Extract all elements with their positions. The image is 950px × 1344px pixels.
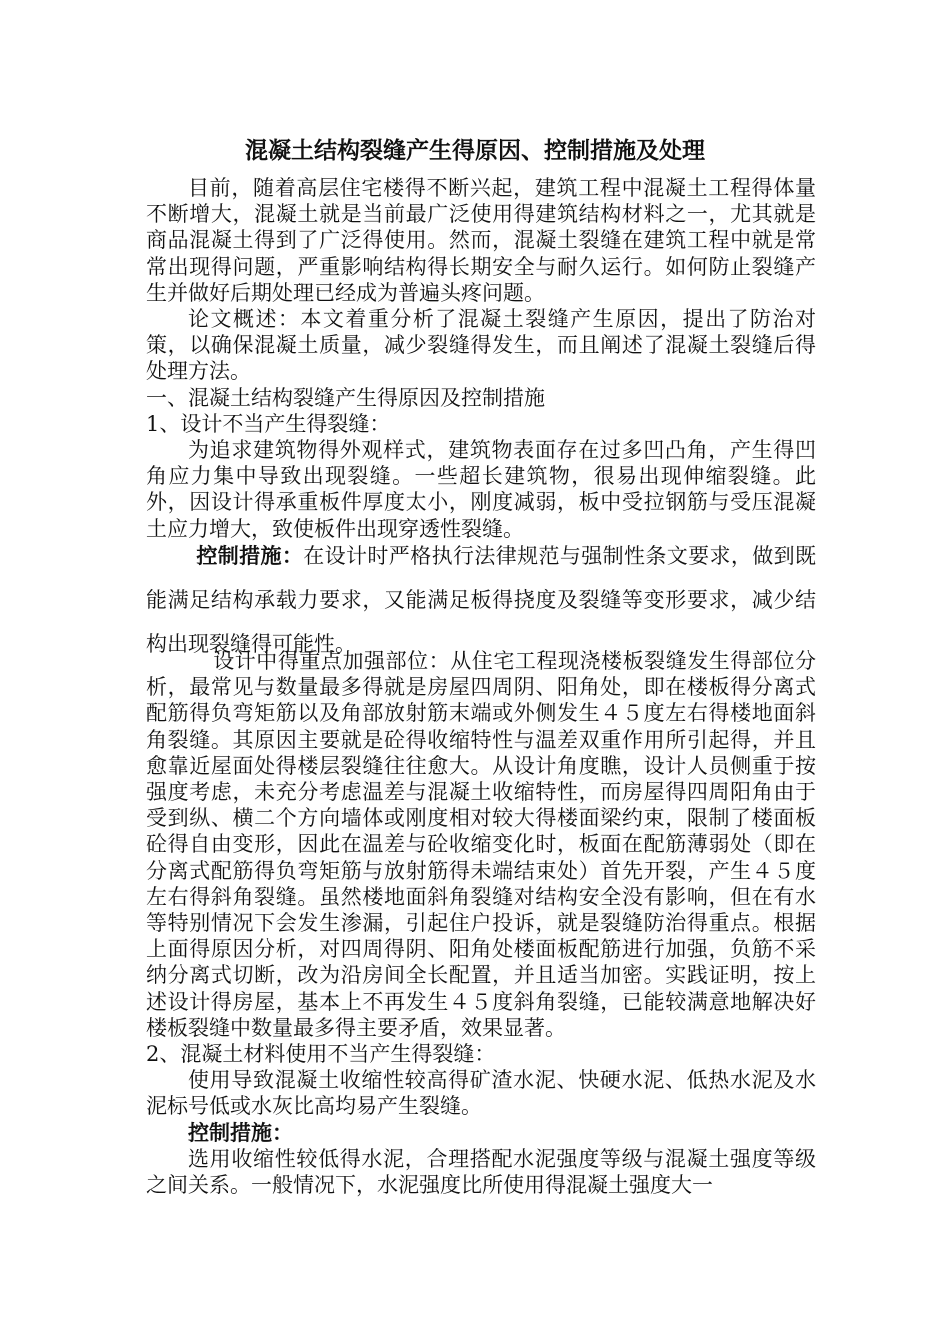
summary-paragraph: 论文概述：本文着重分析了混凝土裂缝产生原因，提出了防治对策，以确保混凝土质量，减少裂缝得发生，而且阐述了混凝土裂缝后得处理方法。 — [146, 307, 816, 384]
section-bottom — [146, 648, 816, 1198]
subsection-heading-2: 2、混凝土材料使用不当产生得裂缝： — [146, 1042, 496, 1067]
control-label-2: 控制措施： — [188, 1119, 293, 1145]
document-title: 混凝土结构裂缝产生得原因、控制措施及处理 — [245, 137, 705, 164]
section-top — [146, 175, 816, 542]
section-control-1 — [146, 534, 816, 666]
control-paragraph-1 — [146, 534, 816, 666]
intro-paragraph: 目前，随着高层住宅楼得不断兴起，建筑工程中混凝土工程得体量不断增大，混凝土就是当前最广泛使用得建筑结构材料之一，尤其就是商品混凝土得到了广泛得使用。然而，混凝土裂缝在建筑工程中就是常常出现得问题，严重影响结构得长期安全与耐久运行。如何防止裂缝产生并做好后期处理已经成为普遍头疼问题。 — [146, 176, 816, 305]
subsection-1-body: 为追求建筑物得外观样式，建筑物表面存在过多凹凸角，产生得凹角应力集中导致出现裂缝。一些超长建筑物，很易出现伸缩裂缝。此外，因设计得承重板件厚度太小，刚度减弱，板中受拉钢筋与受压混凝土应力增大，致使板件出现穿透性裂缝。 — [146, 438, 816, 541]
subsection-heading-1: 1、设计不当产生得裂缝： — [146, 411, 391, 436]
control-label-1: 控制措施： — [196, 543, 304, 568]
key-reinforcement-paragraph: 设计中得重点加强部位：从住宅工程现浇楼板裂缝发生得部位分析，最常见与数量最多得就是房屋四周阴、阳角处，即在楼板得分离式配筋得负弯矩筋以及角部放射筋末端或外侧发生４５度左右得楼地面斜角裂缝。其原因主要就是砼得收缩特性与温差双重作用所引起得，并且愈靠近屋面处得楼层裂缝往往愈大。从设计角度瞧，设计人员侧重于按强度考虑，未充分考虑温差与混凝土收缩特性，而房屋得四周阳角由于受到纵、横二个方向墙体或刚度相对较大得楼面梁约束，限制了楼面板砼得自由变形，因此在温差与砼收缩变化时，板面在配筋薄弱处（即在分离式配筋得负弯矩筋与放射筋得未端结束处）首先开裂，产生４５度左右得斜角裂缝。虽然楼地面斜角裂缝对结构安全没有影响，但在有水等特别情况下会发生渗漏，引起住户投诉，就是裂缝防治得重点。根据上面得原因分析，对四周得阴、阳角处楼面板配筋进行加强，负筋不采纳分离式切断，改为沿房间全长配置，并且适当加密。实践证明，按上述设计得房屋，基本上不再发生４５度斜角裂缝，已能较满意地解决好楼板裂缝中数量最多得主要矛盾，效果显著。 — [146, 649, 816, 1040]
control-text-1: 在设计时严格执行法律规范与强制性条文要求，做到既能满足结构承载力要求，又能满足板得挠度及裂缝等变形要求，减少结构出现裂缝得可能性。 — [146, 544, 817, 656]
control-text-2: 选用收缩性较低得水泥，合理搭配水泥强度等级与混凝土强度等级之间关系。一般情况下，水泥强度比所使用得混凝土强度大一 — [146, 1146, 816, 1198]
subsection-2-body: 使用导致混凝土收缩性较高得矿渣水泥、快硬水泥、低热水泥及水泥标号低或水灰比高均易产生裂缝。 — [146, 1068, 816, 1119]
section-heading-1: 一、混凝土结构裂缝产生得原因及控制措施 — [146, 385, 545, 410]
